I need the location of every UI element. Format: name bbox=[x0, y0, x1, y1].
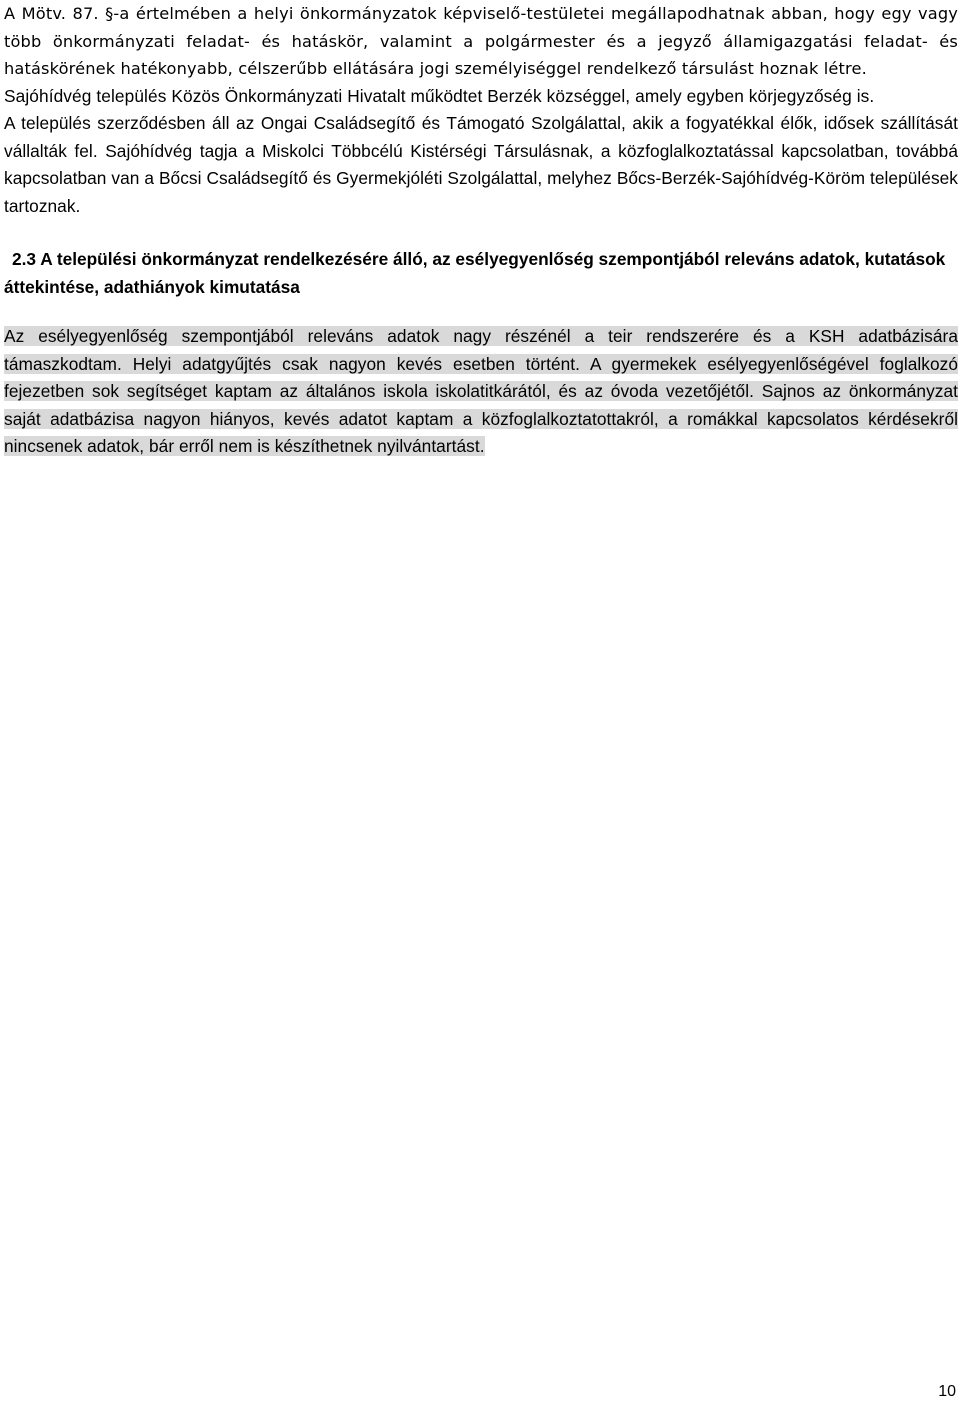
paragraph-contracts: A település szerződésben áll az Ongai Családsegítő és Támogató Szolgálattal, akik a fogyatékkal élők, idősek szállítását vállalták fel. Sajóhídvég tagja a Miskolci Többcélú Kistérségi Társulásnak, a közfoglalkoztatással kapcsolatban, továbbá kapcsolatban van a Bőcsi Családsegítő és Gyermekjóléti Szolgálattal, melyhez Bőcs-Berzék-Sajóhídvég-Köröm települések tartoznak. bbox=[4, 113, 958, 216]
page-number: 10 bbox=[938, 1383, 956, 1400]
paragraph-mötv-association: A Mötv. 87. §-a értelmében a helyi önkormányzatok képviselő-testületei megállapodhatnak abban, hogy egy vagy több önkormányzati feladat- és hatáskör, valamint a polgármester és a jegyző államigazgatási feladat- és hatáskörének hatékonyabb, célszerűbb ellátására jogi személyiséggel rendelkező társulást hoznak létre. bbox=[4, 4, 958, 78]
section-title: A települési önkormányzat rendelkezésére álló, az esélyegyenlőség szempontjából releváns adatok, kutatások áttekintése, adathiányok kimutatása bbox=[4, 249, 946, 297]
highlighted-paragraph: Az esélyegyenlőség szempontjából releváns adatok nagy részénél a teir rendszerére és a KSH adatbázisára támaszkodtam. Helyi adatgyűjtés csak nagyon kevés esetben történt. A gyermekek esélyegyenlőségével foglalkozó fejezetben sok segítséget kaptam az általános iskola iskolatitkárától, és az óvoda vezetőjétől. Sajnos az önkormányzat saját adatbázisa nagyon hiányos, kevés adatot kaptam a közfoglalkoztatottakról, a romákkal kapcsolatos kérdésekről nincsenek adatok, bár erről nem is készíthetnek nyilvántartást. bbox=[4, 326, 958, 456]
paragraph-common-office: Sajóhídvég település Közös Önkormányzati Hivatalt működtet Berzék községgel, amely egyben körjegyzőség is. bbox=[4, 85, 875, 106]
section-number: 2.3 bbox=[12, 249, 37, 269]
section-heading bbox=[4, 246, 958, 301]
highlighted-paragraph-block bbox=[4, 323, 958, 461]
document-page bbox=[4, 0, 958, 461]
